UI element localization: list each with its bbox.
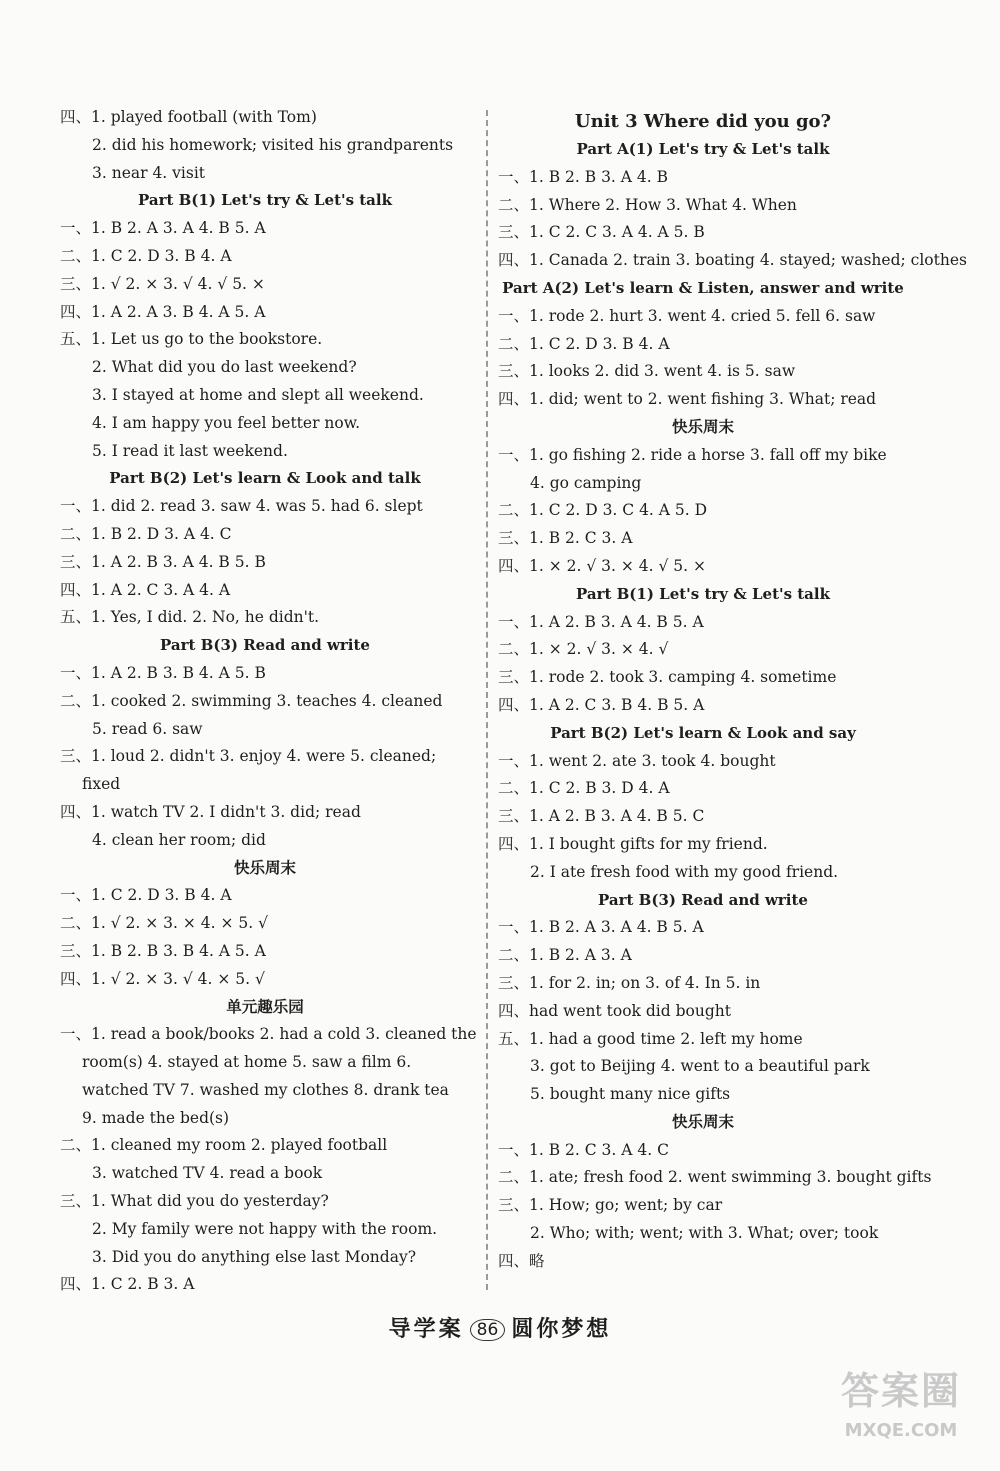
answer-line: 三、1. looks 2. did 3. went 4. is 5. saw (498, 362, 796, 381)
answer-line: 三、1. How; go; went; by car (498, 1196, 723, 1215)
answer-line: 一、1. C 2. D 3. B 4. A (60, 886, 232, 905)
section-heading: 快乐周末 (671, 417, 734, 436)
section-heading: 快乐周末 (671, 1112, 734, 1131)
section-heading: Part B(1) Let's try & Let's talk (137, 191, 392, 210)
answer-line: 一、1. B 2. B 3. A 4. B (498, 167, 669, 186)
answer-line: 二、1. C 2. D 3. C 4. A 5. D (498, 501, 708, 520)
answer-line: 五、1. Let us go to the bookstore. (60, 330, 323, 349)
answer-line: 四、1. A 2. C 3. A 4. A (60, 580, 231, 599)
answer-line: 一、1. A 2. B 3. A 4. B 5. A (498, 612, 704, 631)
answer-line: 三、1. A 2. B 3. A 4. B 5. B (60, 552, 266, 571)
section-heading: Part A(2) Let's learn & Listen, answer and write (502, 278, 904, 297)
answer-line: 4. I am happy you feel better now. (92, 413, 361, 432)
answer-line: 四、1. played football (with Tom) (60, 108, 317, 126)
footer-right-text: 圆你梦想 (511, 1316, 612, 1342)
answer-line: 3. got to Beijing 4. went to a beautiful park (530, 1057, 870, 1076)
answer-line: 四、1. did; went to 2. went fishing 3. What; read (498, 390, 877, 409)
answer-line: 3. watched TV 4. read a book (92, 1164, 323, 1183)
answer-line: 四、1. A 2. C 3. B 4. B 5. A (498, 695, 705, 714)
answer-line: 二、1. ate; fresh food 2. went swimming 3. bought gifts (498, 1168, 932, 1187)
answer-line: 5. I read it last weekend. (92, 441, 288, 460)
answer-line: 三、1. for 2. in; on 3. of 4. In 5. in (498, 973, 761, 992)
answer-line: 二、1. Where 2. How 3. What 4. When (498, 195, 797, 214)
right-column (498, 104, 967, 1276)
answer-line: 3. Did you do anything else last Monday? (92, 1247, 417, 1266)
answer-line: 一、1. B 2. C 3. A 4. C (498, 1140, 669, 1159)
answer-line: 2. did his homework; visited his grandparents (92, 135, 454, 154)
watermark-url: MXQE.COM (844, 1420, 958, 1441)
section-heading: Part A(1) Let's try & Let's talk (576, 140, 830, 158)
answer-line: 三、1. What did you do yesterday? (60, 1192, 329, 1211)
answer-line: 四、略 (498, 1251, 545, 1270)
answer-line: 一、1. rode 2. hurt 3. went 4. cried 5. fell 6. saw (498, 306, 876, 325)
answer-line: 3. near 4. visit (92, 163, 206, 182)
answer-line: 三、1. B 2. B 3. B 4. A 5. A (60, 941, 266, 960)
answer-line: 2. I ate fresh food with my good friend. (530, 862, 839, 881)
section-heading: Part B(3) Read and write (598, 890, 808, 909)
answer-line: 二、1. × 2. √ 3. × 4. √ (498, 640, 669, 659)
answer-line: 三、1. loud 2. didn't 3. enjoy 4. were 5. cleaned; (60, 747, 437, 766)
section-heading: Part B(3) Read and write (160, 636, 370, 655)
answer-line: 三、1. B 2. C 3. A (498, 529, 633, 548)
answer-line: 一、1. did 2. read 3. saw 4. was 5. had 6. slept (60, 497, 423, 516)
answer-line: 二、1. B 2. A 3. A (498, 946, 632, 965)
answer-line: 二、1. √ 2. × 3. × 4. × 5. √ (60, 914, 269, 933)
answer-line: 二、1. B 2. D 3. A 4. C (60, 524, 232, 543)
answer-line: 五、1. Yes, I did. 2. No, he didn't. (60, 608, 320, 627)
section-heading: Part B(1) Let's try & Let's talk (575, 584, 830, 603)
answer-line: 一、1. go fishing 2. ride a horse 3. fall off my bike (498, 445, 887, 464)
answer-line: watched TV 7. washed my clothes 8. drank tea (82, 1080, 449, 1099)
answer-line: fixed (82, 775, 121, 794)
answer-line: 三、1. rode 2. took 3. camping 4. sometime (498, 668, 837, 687)
answer-line: 三、1. A 2. B 3. A 4. B 5. C (498, 807, 705, 826)
answer-line: 四、1. × 2. √ 3. × 4. √ 5. × (498, 556, 707, 575)
answer-line: 四、1. watch TV 2. I didn't 3. did; read (60, 802, 361, 821)
footer-left-text: 导学案 (388, 1316, 464, 1342)
answer-line: 4. go camping (530, 473, 642, 492)
section-heading: 快乐周末 (233, 858, 296, 877)
answer-line: 2. My family were not happy with the room. (92, 1219, 438, 1238)
page-footer (0, 1312, 1000, 1352)
site-watermark (816, 1363, 986, 1463)
answer-line: 2. Who; with; went; with 3. What; over; took (530, 1224, 879, 1243)
answer-line: 二、1. C 2. B 3. D 4. A (498, 779, 670, 798)
answer-line: 四、1. √ 2. × 3. √ 4. × 5. √ (60, 969, 265, 988)
answer-line: 一、1. read a book/books 2. had a cold 3. cleaned the (60, 1025, 477, 1044)
column-divider (486, 110, 488, 1290)
watermark-logo-text: 答案圈 (840, 1369, 961, 1413)
answer-line: 一、1. B 2. A 3. A 4. B 5. A (60, 219, 266, 238)
answer-line: 2. What did you do last weekend? (92, 358, 357, 377)
answer-line: room(s) 4. stayed at home 5. saw a film 6. (82, 1053, 412, 1072)
section-heading: 单元趣乐园 (226, 997, 304, 1016)
answer-line: 三、1. C 2. C 3. A 4. A 5. B (498, 223, 705, 242)
answer-line: 5. read 6. saw (92, 719, 203, 738)
answer-line: 3. I stayed at home and slept all weekend. (92, 385, 424, 404)
section-heading: Part B(2) Let's learn & Look and talk (109, 469, 421, 488)
answer-line: 二、1. cooked 2. swimming 3. teaches 4. cleaned (60, 691, 443, 710)
answer-line: 四、1. A 2. A 3. B 4. A 5. A (60, 302, 266, 321)
answer-line: 五、1. had a good time 2. left my home (498, 1029, 803, 1048)
page-number: 86 (470, 1319, 506, 1341)
answer-line: 一、1. B 2. A 3. A 4. B 5. A (498, 918, 704, 937)
answer-line: 三、1. √ 2. × 3. √ 4. √ 5. × (60, 274, 265, 293)
left-column (60, 104, 477, 1299)
answer-line: 二、1. cleaned my room 2. played football (60, 1136, 388, 1155)
answer-line: 四、1. C 2. B 3. A (60, 1275, 195, 1294)
section-heading: Part B(2) Let's learn & Look and say (550, 723, 856, 742)
answer-line: 一、1. went 2. ate 3. took 4. bought (498, 751, 776, 770)
unit-title: Unit 3 Where did you go? (574, 111, 832, 132)
answer-line: 9. made the bed(s) (82, 1108, 230, 1127)
answer-line: 四、1. I bought gifts for my friend. (498, 834, 768, 853)
answer-line: 4. clean her room; did (92, 830, 266, 849)
answer-line: 一、1. A 2. B 3. B 4. A 5. B (60, 663, 266, 682)
answer-line: 二、1. C 2. D 3. B 4. A (498, 334, 670, 353)
answer-line: 四、had went took did bought (498, 1001, 731, 1020)
answer-line: 二、1. C 2. D 3. B 4. A (60, 246, 232, 265)
answer-line: 四、1. Canada 2. train 3. boating 4. stayed; washed; clothes (498, 251, 967, 270)
answer-line: 5. bought many nice gifts (530, 1085, 731, 1104)
